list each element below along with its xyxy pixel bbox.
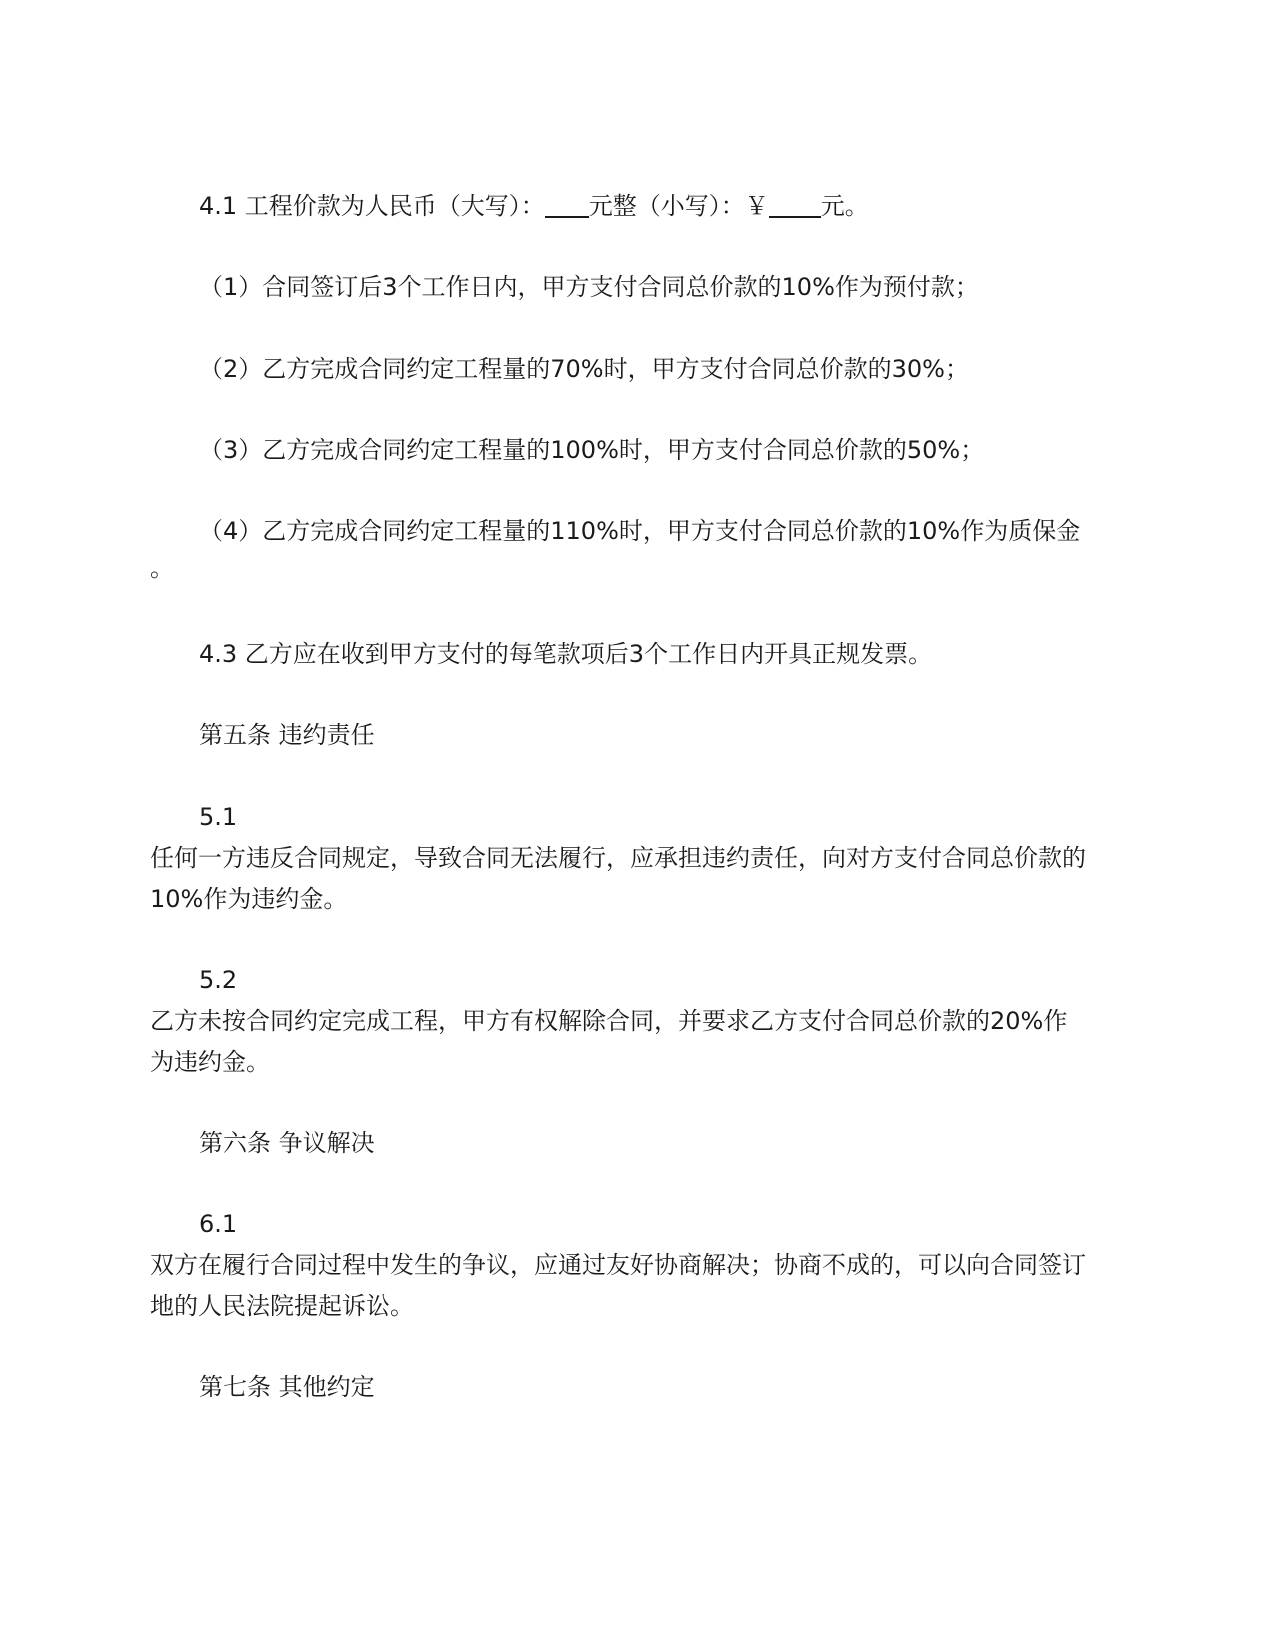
clause-6-1-number: 6.1: [199, 1210, 238, 1238]
clause-4-3: 4.3 乙方应在收到甲方支付的每笔款项后3个工作日内开具正规发票。: [199, 640, 933, 668]
clause-5-2-number: 5.2: [199, 966, 238, 994]
payment-item-3: （3）乙方完成合同约定工程量的100%时，甲方支付合同总价款的50%；: [199, 436, 985, 464]
clause-5-2: [150, 960, 1130, 1083]
clause-5-1-line2: 10%作为违约金。: [150, 885, 348, 913]
payment-item-4-line1: （4）乙方完成合同约定工程量的110%时，甲方支付合同总价款的10%作为质保金: [199, 517, 1081, 545]
clause-5-2-line2: 为违约金。: [150, 1048, 270, 1076]
amount-lowercase-blank: [769, 190, 821, 218]
payment-item-4: [150, 511, 1130, 589]
clause-4-1-suffix: 元。: [820, 192, 869, 220]
amount-uppercase-blank: [545, 190, 589, 218]
clause-5-1-number: 5.1: [199, 803, 238, 831]
article-7-title: 第七条 其他约定: [199, 1373, 375, 1401]
clause-4-1: [150, 186, 1130, 227]
clause-4-1-mid: 元整（小写）：￥: [588, 192, 769, 220]
clause-5-2-line1: 乙方未按合同约定完成工程，甲方有权解除合同，并要求乙方支付合同总价款的20%作: [150, 1007, 1068, 1035]
payment-item-1: （1）合同签订后3个工作日内，甲方支付合同总价款的10%作为预付款；: [199, 273, 979, 301]
article-5-title: 第五条 违约责任: [199, 721, 375, 749]
clause-5-1: [150, 797, 1130, 920]
clause-5-1-line1: 任何一方违反合同规定，导致合同无法履行，应承担违约责任，向对方支付合同总价款的: [150, 844, 1086, 872]
article-6-title: 第六条 争议解决: [199, 1129, 375, 1157]
clause-4-1-prefix: 4.1 工程价款为人民币（大写）：: [199, 192, 545, 220]
clause-6-1-line2: 地的人民法院提起诉讼。: [150, 1292, 414, 1320]
payment-item-4-line2: 。: [150, 554, 174, 582]
clause-6-1-line1: 双方在履行合同过程中发生的争议，应通过友好协商解决；协商不成的，可以向合同签订: [150, 1251, 1086, 1279]
payment-item-2: （2）乙方完成合同约定工程量的70%时，甲方支付合同总价款的30%；: [199, 355, 969, 383]
clause-6-1: [150, 1204, 1130, 1327]
